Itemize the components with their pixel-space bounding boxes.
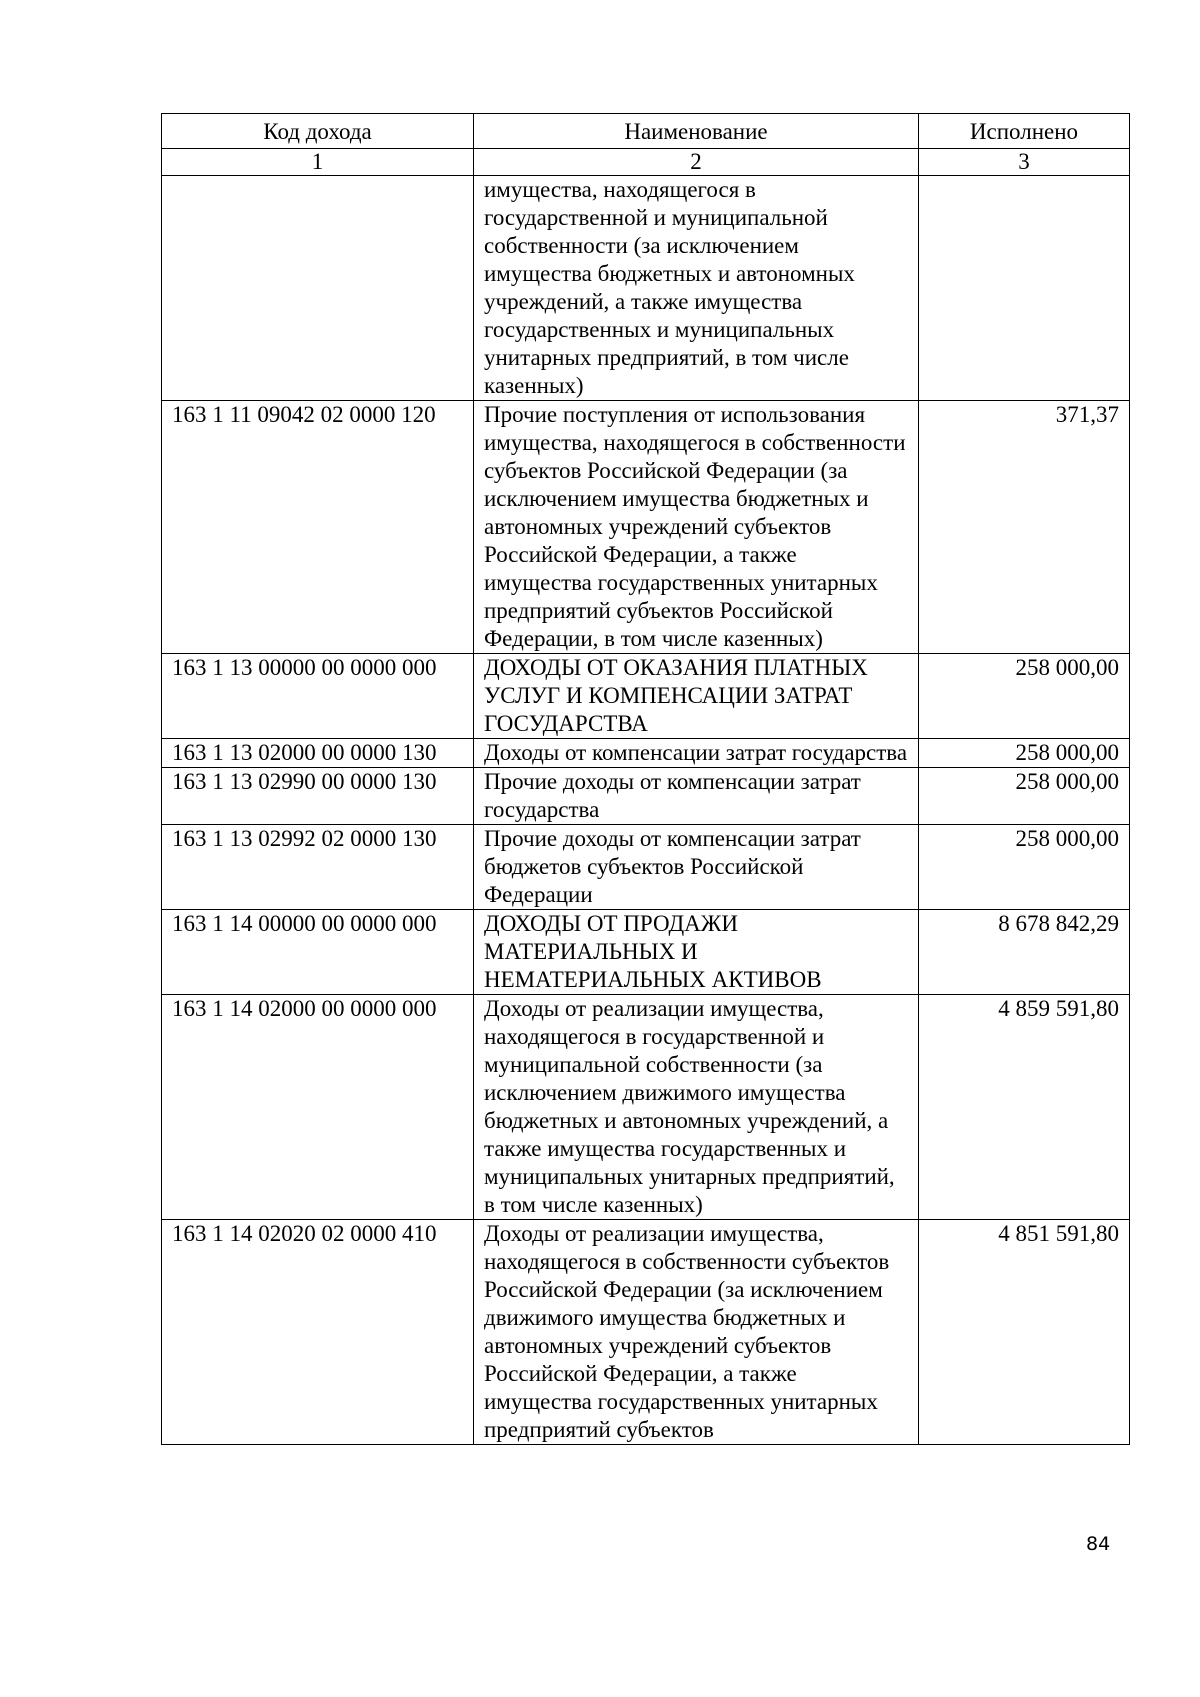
revenue-name: имущества, находящегося в государственной и муниципальной собственности (за исключением имущества бюджетных и автономных учреждений, а также имущества государственных и муниципальных унитарных предприятий, в том числе казенных) [474, 176, 919, 401]
revenue-name: ДОХОДЫ ОТ ОКАЗАНИЯ ПЛАТНЫХ УСЛУГ И КОМПЕНСАЦИИ ЗАТРАТ ГОСУДАРСТВА [474, 654, 919, 739]
revenue-amount: 4 859 591,80 [919, 995, 1130, 1220]
revenue-amount: 258 000,00 [919, 768, 1130, 825]
table-row [162, 739, 1130, 768]
column-number-1: 1 [162, 149, 474, 176]
table-row [162, 825, 1130, 910]
revenue-code: 163 1 13 02992 02 0000 130 [162, 825, 474, 910]
table-row [162, 1220, 1130, 1445]
column-number-row [162, 149, 1130, 176]
table-row [162, 176, 1130, 401]
revenue-amount: 258 000,00 [919, 654, 1130, 739]
table-row [162, 768, 1130, 825]
column-number-2: 2 [474, 149, 919, 176]
revenue-code: 163 1 13 00000 00 0000 000 [162, 654, 474, 739]
revenue-code: 163 1 14 02020 02 0000 410 [162, 1220, 474, 1445]
table-header [162, 114, 1130, 176]
revenue-name: Прочие доходы от компенсации затрат бюджетов субъектов Российской Федерации [474, 825, 919, 910]
revenue-name: Доходы от компенсации затрат государства [474, 739, 919, 768]
revenue-name: Доходы от реализации имущества, находящегося в государственной и муниципальной собственности (за исключением движимого имущества бюджетных и автономных учреждений, а также имущества государственных и муниципальных унитарных предприятий, в том числе казенных) [474, 995, 919, 1220]
revenue-code: 163 1 14 02000 00 0000 000 [162, 995, 474, 1220]
revenue-table [161, 113, 1130, 1445]
header-name: Наименование [474, 114, 919, 149]
revenue-code: 163 1 14 00000 00 0000 000 [162, 910, 474, 995]
table-row [162, 910, 1130, 995]
revenue-amount: 371,37 [919, 401, 1130, 654]
header-row [162, 114, 1130, 149]
revenue-amount: 258 000,00 [919, 739, 1130, 768]
column-number-3: 3 [919, 149, 1130, 176]
header-code: Код дохода [162, 114, 474, 149]
revenue-amount: 8 678 842,29 [919, 910, 1130, 995]
revenue-code: 163 1 13 02000 00 0000 130 [162, 739, 474, 768]
table-body [162, 176, 1130, 1445]
revenue-amount [919, 176, 1130, 401]
revenue-name: Прочие поступления от использования имущества, находящегося в собственности субъектов Российской Федерации (за исключением имущества бюджетных и автономных учреждений субъектов Российской Федерации, а также имущества государственных унитарных предприятий субъектов Российской Федерации, в том числе казенных) [474, 401, 919, 654]
revenue-name: Доходы от реализации имущества, находящегося в собственности субъектов Российской Федерации (за исключением движимого имущества бюджетных и автономных учреждений субъектов Российской Федерации, а также имущества государственных унитарных предприятий субъектов [474, 1220, 919, 1445]
revenue-code: 163 1 11 09042 02 0000 120 [162, 401, 474, 654]
table-row [162, 401, 1130, 654]
revenue-name: Прочие доходы от компенсации затрат государства [474, 768, 919, 825]
revenue-code [162, 176, 474, 401]
header-amount: Исполнено [919, 114, 1130, 149]
revenue-code: 163 1 13 02990 00 0000 130 [162, 768, 474, 825]
revenue-amount: 258 000,00 [919, 825, 1130, 910]
table-row [162, 654, 1130, 739]
revenue-name: ДОХОДЫ ОТ ПРОДАЖИ МАТЕРИАЛЬНЫХ И НЕМАТЕРИАЛЬНЫХ АКТИВОВ [474, 910, 919, 995]
table-row [162, 995, 1130, 1220]
revenue-amount: 4 851 591,80 [919, 1220, 1130, 1445]
page-number: 84 [1086, 1533, 1111, 1555]
